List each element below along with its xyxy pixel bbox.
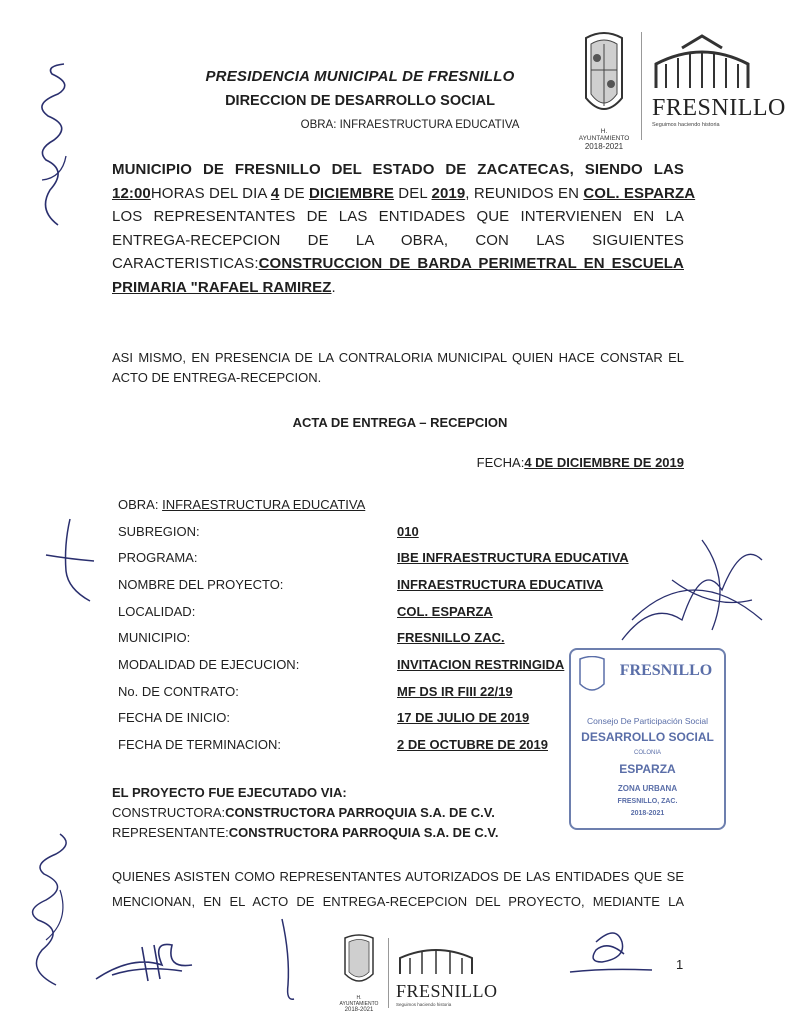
- header-obra: OBRA: INFRAESTRUCTURA EDUCATIVA: [300, 119, 520, 131]
- intro-mes: DICIEMBRE: [308, 184, 395, 202]
- contraloria-paragraph: [112, 348, 684, 388]
- ejecucion-title: EL PROYECTO FUE EJECUTADO VIA:: [112, 785, 347, 800]
- official-stamp: [569, 648, 726, 830]
- asistentes-paragraph: [112, 864, 684, 914]
- contraloria-line-1: ASI MISMO, EN PRESENCIA DE LA CONTRALORIA MUNICIPAL QUIEN HACE CONSTAR EL: [112, 350, 684, 365]
- constructora-row: [112, 805, 495, 820]
- asistentes-line-1: QUIENES ASISTEN COMO REPRESENTANTES AUTORIZADOS DE LAS ENTIDADES QUE SE: [112, 869, 684, 884]
- signature-right: [612, 520, 772, 660]
- obra-row: [118, 497, 365, 512]
- intro-de: DE: [279, 184, 309, 202]
- field-label: PROGRAMA:: [118, 550, 198, 565]
- intro-paragraph: [112, 158, 696, 299]
- contraloria-line-2: ACTO DE ENTREGA-RECEPCION.: [112, 370, 322, 385]
- intro-obra-desc-a: CONSTRUCCION DE BARDA PERIMETRAL EN ESCUELA: [258, 255, 684, 272]
- constructora-value: CONSTRUCTORA PARROQUIA S.A. DE C.V.: [225, 805, 495, 820]
- stamp-line-4: ESPARZA: [619, 762, 676, 776]
- field-label: SUBREGION:: [118, 524, 200, 539]
- footer-tagline: Seguimos haciendo historia: [396, 1002, 452, 1007]
- seal-shield-icon: [578, 28, 630, 123]
- field-label: FECHA DE TERMINACION:: [118, 737, 282, 752]
- field-label: NOMBRE DEL PROYECTO:: [118, 577, 284, 592]
- intro-hora: 12:00: [112, 184, 151, 202]
- field-label: MODALIDAD DE EJECUCION:: [118, 657, 300, 672]
- field-label: MUNICIPIO:: [118, 630, 191, 645]
- intro-lugar: COL. ESPARZA: [583, 184, 696, 202]
- intro-reunidos: , REUNIDOS EN: [465, 184, 584, 202]
- intro-caracteristicas: CARACTERISTICAS:: [112, 255, 259, 272]
- fresnillo-brand: FRESNILLO: [652, 95, 786, 121]
- constructora-label: CONSTRUCTORA:: [112, 805, 226, 820]
- footer-logo-divider: [388, 938, 389, 1008]
- representante-value: CONSTRUCTORA PARROQUIA S.A. DE C.V.: [228, 825, 499, 840]
- signature-bottom-right: [566, 922, 656, 982]
- page-number: 1: [676, 957, 684, 972]
- asistentes-line-2: MENCIONAN, EN EL ACTO DE ENTREGA-RECEPCION DEL PROYECTO, MEDIANTE LA: [112, 894, 684, 909]
- stamp-seal-icon: [577, 656, 607, 696]
- field-value: MF DS IR FIII 22/19: [397, 684, 513, 699]
- field-value: 010: [397, 524, 419, 539]
- intro-line-5: [112, 252, 684, 276]
- footer-seal-caption: H. AYUNTAMIENTO: [339, 995, 379, 1007]
- intro-line-4: ENTREGA-RECEPCION DE LA OBRA, CON LAS SIGUIENTES: [112, 231, 684, 249]
- signature-bottom-mid: [264, 915, 314, 1005]
- obra-label: OBRA:: [118, 497, 163, 512]
- field-label: LOCALIDAD:: [118, 604, 196, 619]
- intro-del: DEL: [394, 184, 432, 202]
- intro-line-6: [112, 276, 684, 300]
- margin-signature-mid: [40, 515, 100, 605]
- field-value: IBE INFRAESTRUCTURA EDUCATIVA: [397, 550, 629, 565]
- intro-municipio: MUNICIPIO DE FRESNILLO DEL ESTADO DE ZACATECAS, SIENDO LAS: [112, 161, 684, 178]
- field-value: 2 DE OCTUBRE DE 2019: [397, 737, 548, 752]
- intro-line-2: [112, 182, 696, 206]
- field-label: No. DE CONTRATO:: [118, 684, 239, 699]
- obra-value: INFRAESTRUCTURA EDUCATIVA: [162, 497, 366, 512]
- stamp-line-7: 2018-2021: [630, 810, 665, 817]
- stamp-line-1: Consejo De Participación Social: [587, 716, 708, 726]
- seal-years: 2018-2021: [584, 142, 624, 151]
- field-value: FRESNILLO ZAC.: [397, 630, 505, 645]
- footer-brand: FRESNILLO: [396, 981, 498, 1001]
- fresnillo-building-icon: [652, 34, 752, 90]
- intro-period: .: [331, 278, 336, 296]
- field-label: FECHA DE INICIO:: [118, 710, 230, 725]
- margin-signature-top: [28, 60, 78, 230]
- footer-seal-years: 2018-2021: [344, 1007, 374, 1013]
- stamp-line-5: ZONA URBANA: [617, 784, 678, 793]
- acta-fecha: [400, 455, 684, 470]
- representante-row: [112, 825, 498, 840]
- fecha-label: FECHA:: [476, 455, 525, 470]
- footer-seal: [339, 932, 379, 1012]
- margin-signature-bottom: [16, 830, 86, 990]
- footer-building-icon: [396, 938, 476, 976]
- stamp-line-6: FRESNILLO, ZAC.: [617, 798, 678, 805]
- signature-bottom-left: [92, 935, 202, 990]
- stamp-line-2: DESARROLLO SOCIAL: [581, 730, 714, 744]
- intro-dia: 4: [270, 184, 280, 202]
- field-value: INFRAESTRUCTURA EDUCATIVA: [397, 577, 604, 592]
- intro-anio: 2019: [431, 184, 466, 202]
- field-value: INVITACION RESTRINGIDA: [397, 657, 565, 672]
- fresnillo-logo: [652, 34, 786, 134]
- representante-label: REPRESENTANTE:: [112, 825, 229, 840]
- intro-line-1: [112, 158, 684, 182]
- stamp-brand: FRESNILLO: [619, 662, 713, 679]
- seal-caption: H. AYUNTAMIENTO: [578, 128, 630, 142]
- fecha-value: 4 DE DICIEMBRE DE 2019: [524, 455, 684, 470]
- intro-obra-desc-b: PRIMARIA "RAFAEL RAMIREZ: [112, 278, 332, 296]
- stamp-line-3: COLONIA: [633, 750, 661, 756]
- header-subtitle: DIRECCION DE DESARROLLO SOCIAL: [225, 93, 495, 109]
- footer-seal-icon: [339, 932, 379, 990]
- logo-divider: [641, 32, 642, 140]
- field-value: 17 DE JULIO DE 2019: [397, 710, 530, 725]
- intro-line-3: LOS REPRESENTANTES DE LAS ENTIDADES QUE INTERVIENEN EN LA: [112, 208, 684, 225]
- header-title: PRESIDENCIA MUNICIPAL DE FRESNILLO: [205, 68, 515, 85]
- field-value: COL. ESPARZA: [397, 604, 493, 619]
- acta-title: ACTA DE ENTREGA – RECEPCION: [292, 415, 508, 430]
- footer-fresnillo-logo: [396, 938, 498, 1013]
- fresnillo-tagline: Seguimos haciendo historia: [652, 122, 720, 128]
- intro-horas-del-dia: HORAS DEL DIA: [150, 184, 271, 202]
